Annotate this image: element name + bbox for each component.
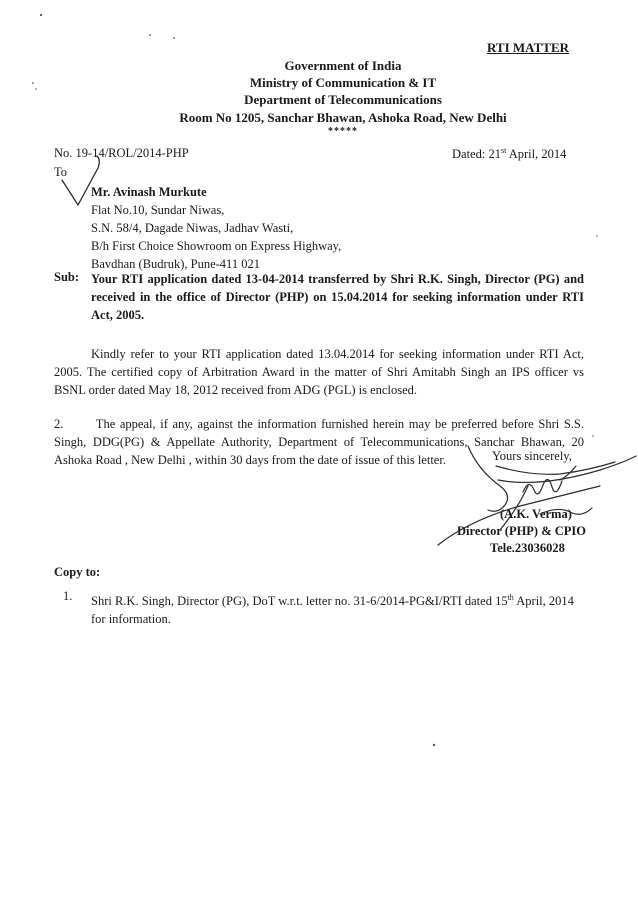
reference-number: No. 19-14/ROL/2014-PHP bbox=[54, 146, 189, 160]
signatory-telephone: Tele.23036028 bbox=[490, 541, 565, 555]
subject-text: Your RTI application dated 13-04-2014 transferred by Shri R.K. Singh, Director (PG) and received in the office of Director (PHP) on 15.04.2014 for seeking information under RTI Act, 2005. bbox=[91, 272, 584, 322]
signature-closing: Yours sincerely, bbox=[492, 449, 572, 463]
addressee-line-3: B/h First Choice Showroom on Express Highway, bbox=[91, 239, 342, 253]
signatory-name: (A.K. Verma) bbox=[500, 507, 572, 521]
addressee-line-2: S.N. 58/4, Dagade Niwas, Jadhav Wasti, bbox=[91, 221, 294, 235]
body-paragraph-2: 2. The appeal, if any, against the information furnished herein may be preferred before Shri S.S. Singh, DDG(PG) & Appellate Authority, Department of Telecommunications, Sanchar Bhawan, 20 Ashoka Road , New Delhi , within 30 days from the date of issue of this letter. bbox=[54, 417, 584, 467]
addressee-line-4: Bavdhan (Budruk), Pune-411 021 bbox=[91, 257, 260, 271]
signatory-designation: Director (PHP) & CPIO bbox=[457, 524, 587, 538]
rti-matter-label: RTI MATTER bbox=[487, 40, 570, 55]
subject-label: Sub: bbox=[54, 270, 80, 284]
header-government: Government of India bbox=[284, 58, 402, 73]
addressee-name: Mr. Avinash Murkute bbox=[91, 185, 207, 199]
copy-to-label: Copy to: bbox=[54, 565, 101, 579]
header-address: Room No 1205, Sanchar Bhawan, Ashoka Road, New Delhi bbox=[179, 110, 507, 125]
addressee-line-1: Flat No.10, Sundar Niwas, bbox=[91, 203, 225, 217]
header-ministry: Ministry of Communication & IT bbox=[249, 75, 437, 90]
header-department: Department of Telecommunications bbox=[244, 92, 442, 107]
copy-item-text: Shri R.K. Singh, Director (PG), DoT w.r.t. letter no. 31-6/2014-PG&I/RTI dated 15th April, 2014 for information. bbox=[91, 593, 574, 627]
to-label: To bbox=[54, 165, 68, 179]
letter-date: Dated: 21st April, 2014 bbox=[452, 146, 567, 162]
body-paragraph-1: Kindly refer to your RTI application dated 13.04.2014 for seeking information under RTI Act, 2005. The certified copy of Arbitration Award in the matter of Shri Amitabh Singh an IPS officer vs BSNL order dated May 18, 2012 received from ADG (PGL) is enclosed. bbox=[54, 347, 584, 397]
header-stars: ***** bbox=[328, 126, 358, 137]
copy-item-number: 1. bbox=[63, 589, 73, 603]
